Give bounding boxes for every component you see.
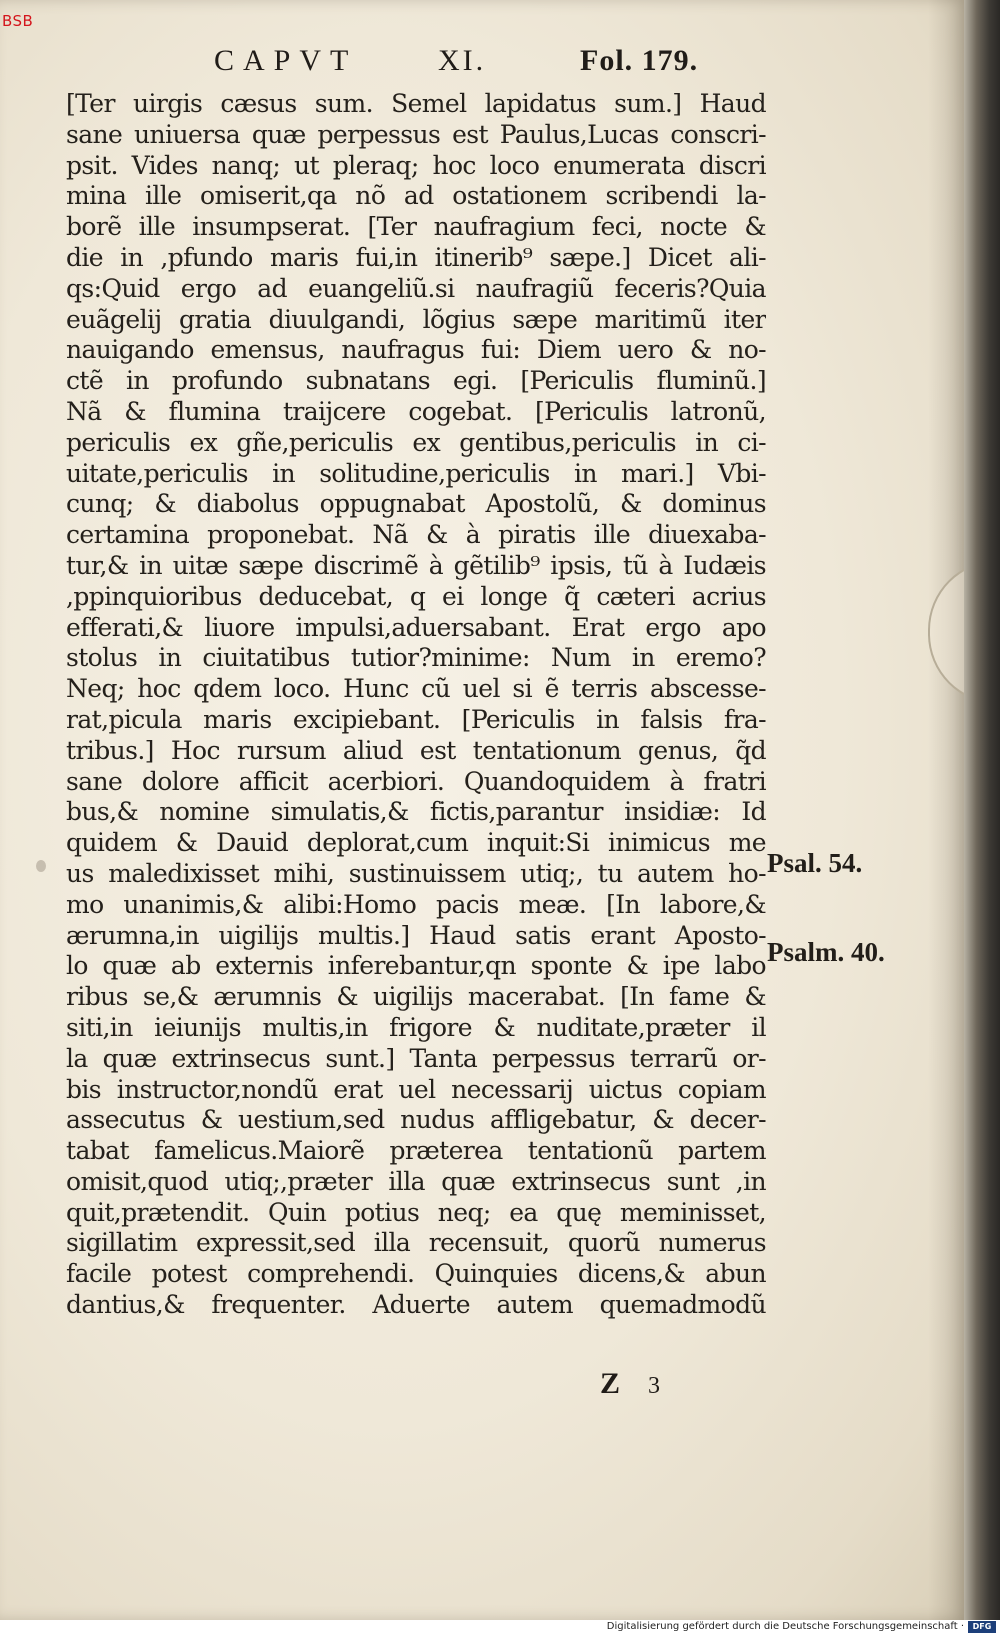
text-line: periculis ex gñe,periculis ex gentibus,periculis in ci- [66,427,766,457]
text-line: ribus se,& ærumnis & uigilijs macerabat. [In fame & [66,982,766,1012]
text-line: assecutus & uestium,sed nudus affligebatur, & decer- [66,1105,766,1135]
text-line: rat,picula maris excipiebant. [Periculis in falsis fra- [66,704,766,734]
running-header [200,44,720,84]
text-line: psit. Vides nanq; ut pleraq; hoc loco enumerata discri [66,150,766,180]
header-folio: Fol. 179. [580,44,699,77]
text-line: borẽ ille insumpserat. [Ter naufragium feci, nocte & [66,212,766,242]
book-edge [964,0,1000,1620]
text-line: lo quæ ab externis inferebantur,qn sponte & ipe labo [66,951,766,981]
text-line: mina ille omiserit,qa nõ ad ostationem scribendi la- [66,181,766,211]
text-line: ærumna,in uigilijs multis.] Haud satis erant Aposto- [66,920,766,950]
text-line: certamina proponebat. Nã & à piratis ille diuexaba- [66,520,766,550]
text-line: uitate,periculis in solitudine,periculis in mari.] Vbi- [66,458,766,488]
text-line: dantius,& frequenter. Aduerte autem quemadmodũ [66,1290,766,1320]
text-line: die in ,pfundo maris fui,in itinerib⁹ sæpe.] Dicet ali- [66,242,766,272]
text-line: mo unanimis,& alibi:Homo pacis meæ. [In labore,& [66,889,766,919]
text-line: Nã & flumina traijcere cogebat. [Periculis latronũ, [66,396,766,426]
text-line: sane uniuersa quæ perpessus est Paulus,Lucas conscri- [66,119,766,149]
footer-credit: Digitalisierung gefördert durch die Deutsche Forschungsgemeinschaft · [606,1621,964,1632]
library-mark: BSB [2,12,34,30]
ink-smudge [36,860,46,872]
signature-letter: Z [600,1367,623,1400]
text-line: ,ppinquioribus deducebat, q ei longe q̃ cæteri acrius [66,581,766,611]
text-line: nauigando emensus, naufragus fui: Diem uero & no- [66,335,766,365]
text-line: tribus.] Hoc rursum aliud est tentationum genus, q̃d [66,735,766,765]
header-chapter-number: XI. [438,44,487,77]
text-line: bus,& nomine simulatis,& fictis,parantur insidiæ: Id [66,797,766,827]
dfg-logo: DFG [968,1621,996,1633]
margin-note-psalm-40: Psalm. 40. [767,937,885,967]
text-line: efferati,& liuore impulsi,aduersabant. Erat ergo apo [66,612,766,642]
text-line: qs:Quid ergo ad euangeliũ.si naufragiũ feceris?Quia [66,273,766,303]
page-gutter-shadow [928,0,968,1620]
text-line: euãgelij gratia diuulgandi, lõgius sæpe maritimũ iter [66,304,766,334]
margin-note-psalm-54: Psal. 54. [767,848,863,878]
text-line: [Ter uirgis cæsus sum. Semel lapidatus sum.] Haud [66,89,766,118]
body-text [66,89,766,1321]
text-line: Neq; hoc qdem loco. Hunc cũ uel si ẽ terris abscesse- [66,674,766,704]
text-line: stolus in ciuitatibus tutior?minime: Num in eremo? [66,643,766,673]
text-line: siti,in ieiunijs multis,in frigore & nuditate,præter il [66,1012,766,1042]
text-line: us maledixisset mihi, sustinuissem utiq;, tu autem ho- [66,858,766,888]
text-line: quidem & Dauid deplorat,cum inquit:Si inimicus me [66,828,766,858]
text-line: bis instructor,nondũ erat uel necessarij uictus copiam [66,1074,766,1104]
text-line: ctẽ in profundo subnatans egi. [Periculis fluminũ.] [66,366,766,396]
text-line: omisit,quod utiq;,præter illa quæ extrinsecus sunt ,in [66,1166,766,1196]
signature-mark [600,1367,660,1401]
text-line: tur,& in uitæ sæpe discrimẽ à gẽtilib⁹ ipsis, tũ à Iudæis [66,550,766,580]
text-line: facile potest comprehendi. Quinquies dicens,& abun [66,1259,766,1289]
text-line: sigillatim expressit,sed illa recensuit, quorũ numerus [66,1228,766,1258]
text-line: cunq; & diabolus oppugnabat Apostolũ, & dominus [66,489,766,519]
text-line: quit,prætendit. Quin potius neq; ea quę meminisset, [66,1197,766,1227]
text-line: tabat famelicus.Maiorẽ præterea tentationũ partem [66,1136,766,1166]
text-line: sane dolore afficit acerbiori. Quandoquidem à fratri [66,766,766,796]
text-line: la quæ extrinsecus sunt.] Tanta perpessus terrarũ or- [66,1043,766,1073]
header-caput: CAPVT [214,44,358,77]
signature-number: 3 [648,1373,661,1399]
